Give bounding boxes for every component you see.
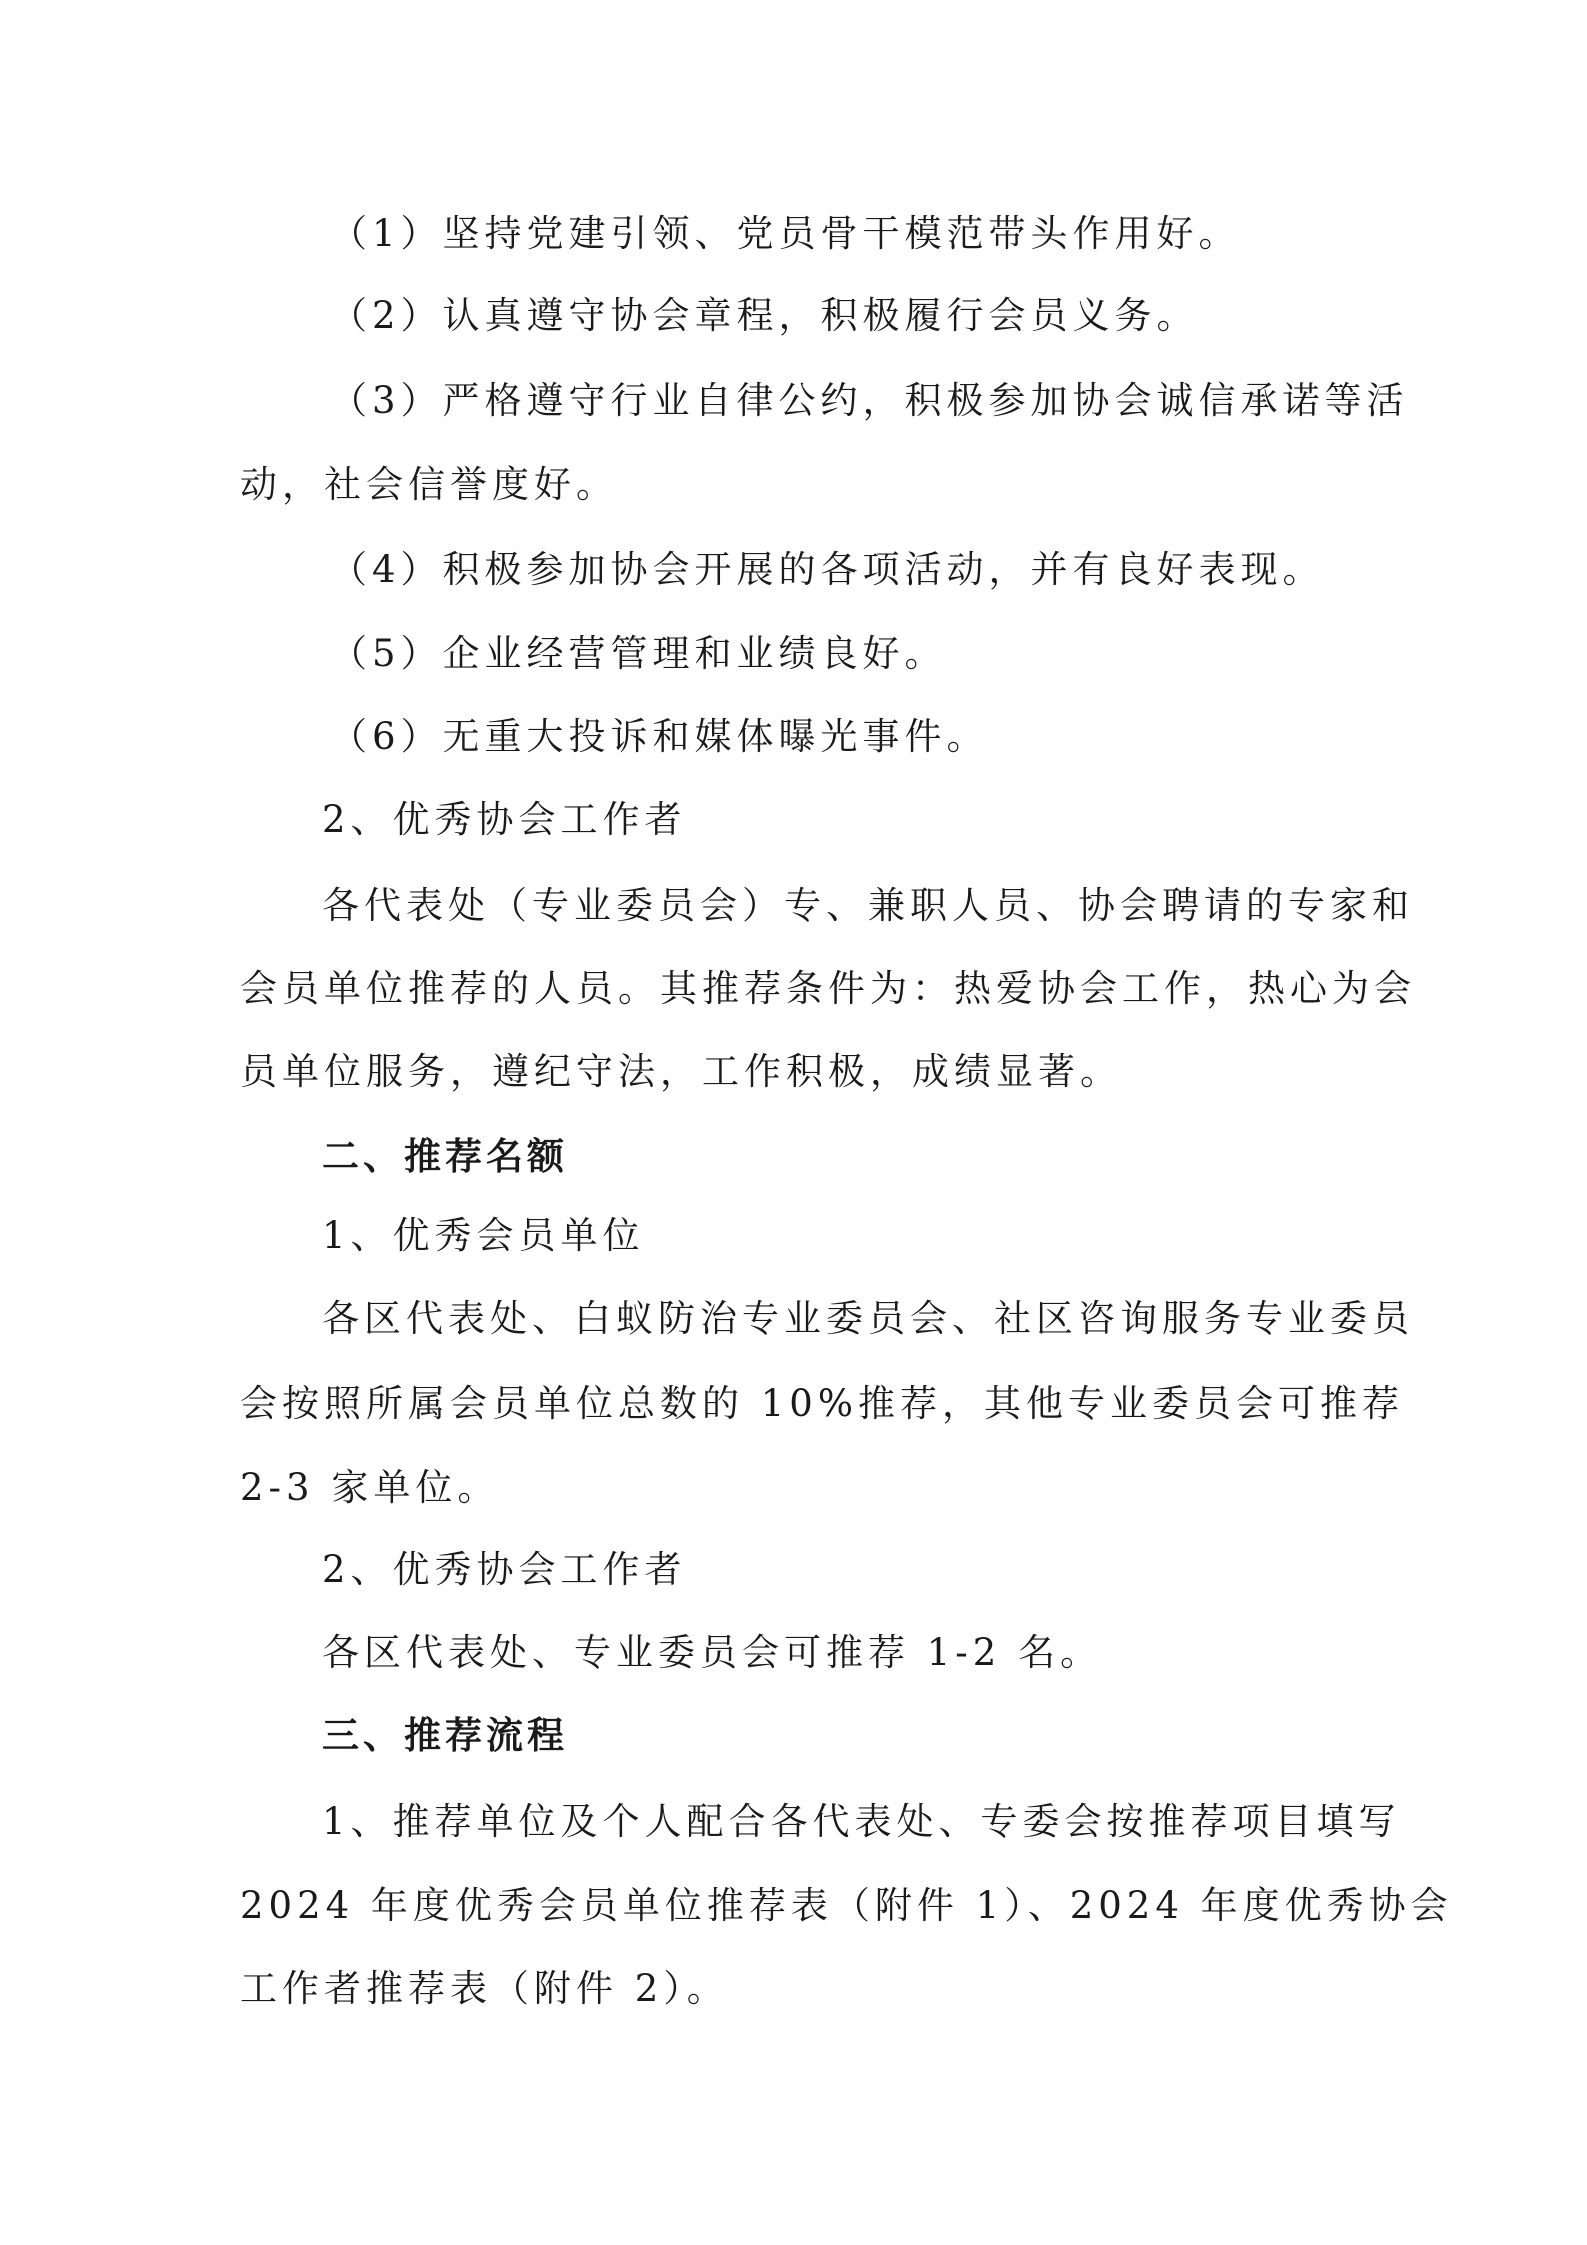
criteria-item-3: （3）严格遵守行业自律公约，积极参加协会诚信承诺等活 — [330, 379, 1409, 422]
process-line-1: 1、推荐单位及个人配合各代表处、专委会按推荐项目填写 — [322, 1800, 1401, 1843]
quota-member-line-1: 各区代表处、白蚁防治专业委员会、社区咨询服务专业委员 — [322, 1297, 1414, 1340]
quota-member-line-2: 会按照所属会员单位总数的 10%推荐，其他专业委员会可推荐 — [240, 1382, 1404, 1425]
worker-subtitle: 2、优秀协会工作者 — [322, 798, 687, 841]
section-heading-quota: 二、推荐名额 — [322, 1135, 568, 1178]
worker-paragraph-line-1: 各代表处（专业委员会）专、兼职人员、协会聘请的专家和 — [322, 884, 1414, 927]
criteria-item-2: （2）认真遵守协会章程，积极履行会员义务。 — [330, 294, 1199, 337]
criteria-item-6: （6）无重大投诉和媒体曝光事件。 — [330, 715, 989, 758]
criteria-item-3-continued: 动，社会信誉度好。 — [240, 463, 618, 506]
quota-worker-line: 各区代表处、专业委员会可推荐 1-2 名。 — [322, 1631, 1103, 1674]
quota-subtitle-member: 1、优秀会员单位 — [322, 1214, 645, 1257]
quota-member-line-3: 2-3 家单位。 — [240, 1466, 500, 1509]
worker-paragraph-line-2: 会员单位推荐的人员。其推荐条件为：热爱协会工作，热心为会 — [240, 967, 1416, 1010]
section-heading-process: 三、推荐流程 — [322, 1714, 568, 1757]
process-line-2: 2024 年度优秀会员单位推荐表（附件 1）、2024 年度优秀协会 — [240, 1884, 1453, 1927]
process-line-3: 工作者推荐表（附件 2）。 — [240, 1967, 729, 2010]
criteria-item-4: （4）积极参加协会开展的各项活动，并有良好表现。 — [330, 548, 1325, 591]
worker-paragraph-line-3: 员单位服务，遵纪守法，工作积极，成绩显著。 — [240, 1050, 1122, 1093]
quota-subtitle-worker: 2、优秀协会工作者 — [322, 1548, 687, 1591]
criteria-item-5: （5）企业经营管理和业绩良好。 — [330, 632, 947, 675]
criteria-item-1: （1）坚持党建引领、党员骨干模范带头作用好。 — [330, 212, 1241, 255]
